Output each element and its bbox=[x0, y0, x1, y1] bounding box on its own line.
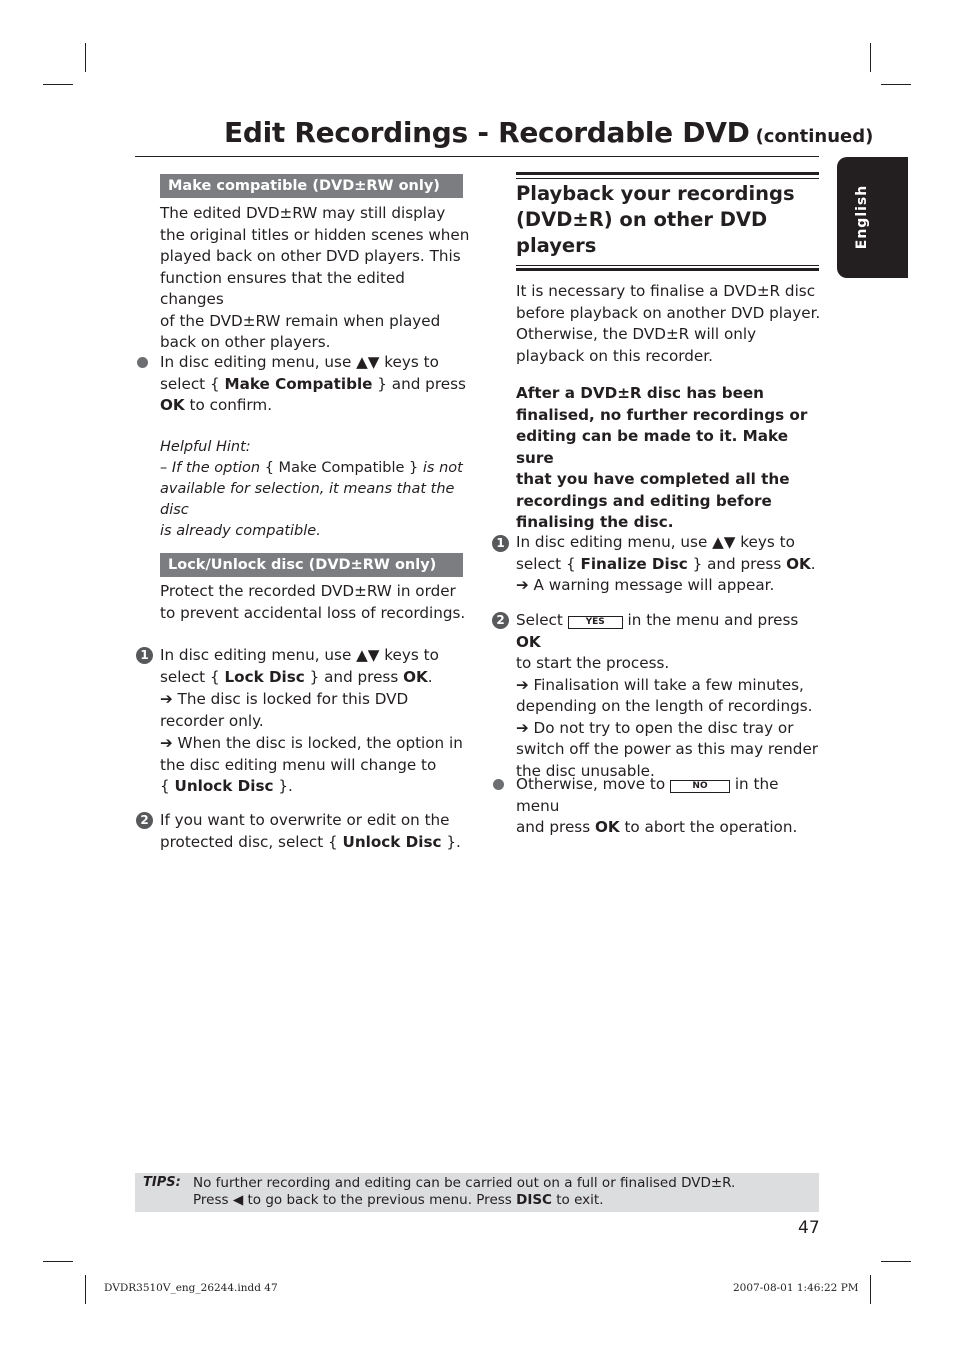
tips-box bbox=[135, 1173, 819, 1212]
finalise-warning bbox=[516, 383, 826, 534]
lock-unlock-header: Lock/Unlock disc (DVD±RW only) bbox=[160, 553, 463, 577]
page-title-text: Edit Recordings - Recordable DVD bbox=[224, 116, 750, 149]
text-span: in the menu and press bbox=[622, 611, 799, 629]
text-span: to confirm. bbox=[184, 396, 273, 414]
no-button-graphic: NO bbox=[670, 780, 730, 793]
crop-mark bbox=[870, 1275, 871, 1304]
text-line: is already compatible. bbox=[160, 523, 321, 539]
text-line: played back on other DVD players. This bbox=[160, 247, 461, 265]
text-line bbox=[516, 554, 826, 576]
lock-intro bbox=[160, 581, 470, 624]
option-name: Finalize Disc bbox=[580, 554, 688, 573]
text-line: ➔ Do not try to open the disc tray or bbox=[516, 718, 794, 737]
text-line: In disc editing menu, use ▲▼ keys to bbox=[160, 353, 439, 371]
text-line: finalising the disc. bbox=[516, 513, 674, 531]
text-line bbox=[160, 776, 470, 798]
text-line bbox=[160, 832, 470, 854]
text-line bbox=[160, 667, 470, 689]
key-name: OK bbox=[403, 667, 428, 686]
bullet-icon bbox=[137, 357, 148, 368]
crop-mark bbox=[870, 43, 871, 72]
heading-rule-bottom-thin bbox=[516, 265, 819, 266]
text-span: Otherwise, move to bbox=[516, 775, 670, 793]
crop-mark bbox=[85, 1275, 86, 1304]
crop-mark bbox=[43, 1261, 73, 1262]
crop-mark bbox=[881, 84, 911, 85]
text-line: It is necessary to finalise a DVD±R disc bbox=[516, 282, 816, 300]
text-line: editing can be made to it. Make sure bbox=[516, 427, 789, 467]
text-span: . bbox=[427, 667, 433, 686]
text-line: playback on this recorder. bbox=[516, 346, 713, 365]
page-title bbox=[224, 116, 873, 149]
text-span: to abort the operation. bbox=[619, 818, 798, 836]
option-name: Lock Disc bbox=[224, 667, 305, 686]
key-name: OK bbox=[160, 396, 185, 414]
text-line bbox=[516, 610, 826, 653]
heading-line: Playback your recordings bbox=[516, 182, 795, 205]
text-span: select { bbox=[160, 374, 225, 393]
text-span: and press bbox=[516, 818, 595, 836]
text-line: the disc editing menu will change to bbox=[160, 755, 437, 774]
option-name: { Make Compatible } bbox=[264, 460, 419, 476]
option-name: Unlock Disc bbox=[174, 777, 274, 795]
page-title-suffix: (continued) bbox=[755, 126, 874, 147]
crop-mark bbox=[85, 43, 86, 72]
helpful-hint bbox=[160, 437, 470, 542]
lock-step-1 bbox=[160, 645, 470, 798]
text-span: select { bbox=[160, 667, 225, 686]
make-compatible-step bbox=[160, 352, 470, 417]
playback-intro bbox=[516, 281, 826, 367]
step-number-2-icon: 2 bbox=[492, 612, 509, 629]
text-span: { bbox=[160, 777, 175, 795]
hint-title: Helpful Hint: bbox=[160, 439, 251, 455]
heading-line: (DVD±R) on other DVD bbox=[516, 208, 768, 231]
text-line: Protect the recorded DVD±RW in order bbox=[160, 582, 456, 600]
text-span: to exit. bbox=[551, 1192, 604, 1208]
text-line: that you have completed all the bbox=[516, 470, 790, 488]
text-line: ➔ The disc is locked for this DVD bbox=[160, 690, 409, 708]
text-line: finalised, no further recordings or bbox=[516, 405, 808, 424]
title-rule bbox=[135, 156, 819, 157]
crop-mark bbox=[881, 1261, 911, 1262]
text-line: of the DVD±RW remain when played bbox=[160, 311, 441, 330]
section-heading bbox=[516, 181, 819, 259]
text-span: Press ◀ to go back to the previous menu. Press bbox=[193, 1192, 517, 1208]
text-span: } and press bbox=[687, 554, 787, 573]
text-line: recordings and editing before bbox=[516, 491, 772, 510]
text-line bbox=[516, 817, 826, 839]
text-line: the disc unusable. bbox=[516, 761, 655, 780]
heading-line: players bbox=[516, 234, 597, 257]
language-tab bbox=[837, 157, 908, 278]
text-line: No further recording and editing can be carried out on a full or finalised DVD±R. bbox=[193, 1175, 736, 1191]
text-line bbox=[160, 374, 470, 396]
text-span: } and press bbox=[372, 374, 466, 393]
key-name: DISC bbox=[516, 1192, 552, 1208]
text-line: After a DVD±R disc has been bbox=[516, 384, 764, 402]
text-line: In disc editing menu, use ▲▼ keys to bbox=[516, 533, 795, 551]
language-tab-label: English bbox=[854, 184, 870, 250]
text-span: }. bbox=[273, 777, 293, 795]
step-number-1-icon: 1 bbox=[492, 535, 509, 552]
tips-text bbox=[193, 1175, 735, 1209]
yes-button-graphic: YES bbox=[568, 616, 623, 629]
text-span: select { bbox=[516, 554, 581, 573]
text-line: ➔ When the disc is locked, the option in bbox=[160, 734, 463, 752]
text-line: back on other players. bbox=[160, 333, 331, 351]
footer-file: DVDR3510V_eng_26244.indd 47 bbox=[104, 1282, 278, 1294]
text-line bbox=[160, 395, 470, 417]
text-line: function ensures that the edited changes bbox=[160, 268, 405, 308]
text-line: In disc editing menu, use ▲▼ keys to bbox=[160, 646, 439, 664]
make-compatible-intro bbox=[160, 203, 470, 354]
text-span: Select bbox=[516, 611, 568, 629]
bullet-icon bbox=[493, 779, 504, 790]
text-line: switch off the power as this may render bbox=[516, 740, 819, 758]
text-line bbox=[516, 774, 826, 817]
text-line: If you want to overwrite or edit on the bbox=[160, 811, 450, 829]
page-number: 47 bbox=[798, 1218, 820, 1238]
text-span: . bbox=[810, 554, 816, 573]
text-line bbox=[160, 458, 470, 479]
text-line: recorder only. bbox=[160, 711, 264, 730]
text-line: depending on the length of recordings. bbox=[516, 697, 813, 715]
step-number-2-icon: 2 bbox=[136, 812, 153, 829]
text-span: is not bbox=[418, 460, 463, 476]
footer-timestamp: 2007-08-01 1:46:22 PM bbox=[733, 1282, 859, 1294]
step-number-1-icon: 1 bbox=[136, 647, 153, 664]
finalize-step-2 bbox=[516, 610, 826, 782]
key-name: OK bbox=[786, 554, 811, 573]
heading-rule-top-thin bbox=[516, 178, 819, 179]
text-line: ➔ A warning message will appear. bbox=[516, 576, 775, 594]
make-compatible-header: Make compatible (DVD±RW only) bbox=[160, 174, 463, 198]
text-line: to start the process. bbox=[516, 654, 670, 672]
heading-rule-top bbox=[516, 172, 819, 175]
text-line: to prevent accidental loss of recordings. bbox=[160, 603, 466, 622]
text-line: Otherwise, the DVD±R will only bbox=[516, 325, 757, 343]
text-span: protected disc, select { bbox=[160, 832, 343, 851]
text-span: } and press bbox=[304, 667, 404, 686]
heading-rule-bottom bbox=[516, 268, 819, 271]
option-name: Unlock Disc bbox=[342, 832, 442, 851]
text-line: before playback on another DVD player. bbox=[516, 303, 821, 322]
text-line: The edited DVD±RW may still display bbox=[160, 204, 446, 222]
key-name: OK bbox=[594, 818, 620, 836]
finalize-step-1 bbox=[516, 532, 826, 597]
tips-label: TIPS: bbox=[143, 1175, 181, 1190]
lock-step-2 bbox=[160, 810, 470, 853]
crop-mark bbox=[43, 84, 73, 85]
text-span: – If the option bbox=[160, 460, 265, 476]
text-line: ➔ Finalisation will take a few minutes, bbox=[516, 675, 804, 694]
text-span: }. bbox=[441, 832, 461, 851]
text-line bbox=[193, 1192, 735, 1209]
abort-step bbox=[516, 774, 826, 839]
text-line: available for selection, it means that the disc bbox=[160, 481, 455, 518]
option-name: Make Compatible bbox=[224, 374, 373, 393]
text-span: in the menu bbox=[516, 775, 779, 815]
key-name: OK bbox=[516, 632, 541, 651]
text-line: the original titles or hidden scenes when bbox=[160, 225, 470, 244]
